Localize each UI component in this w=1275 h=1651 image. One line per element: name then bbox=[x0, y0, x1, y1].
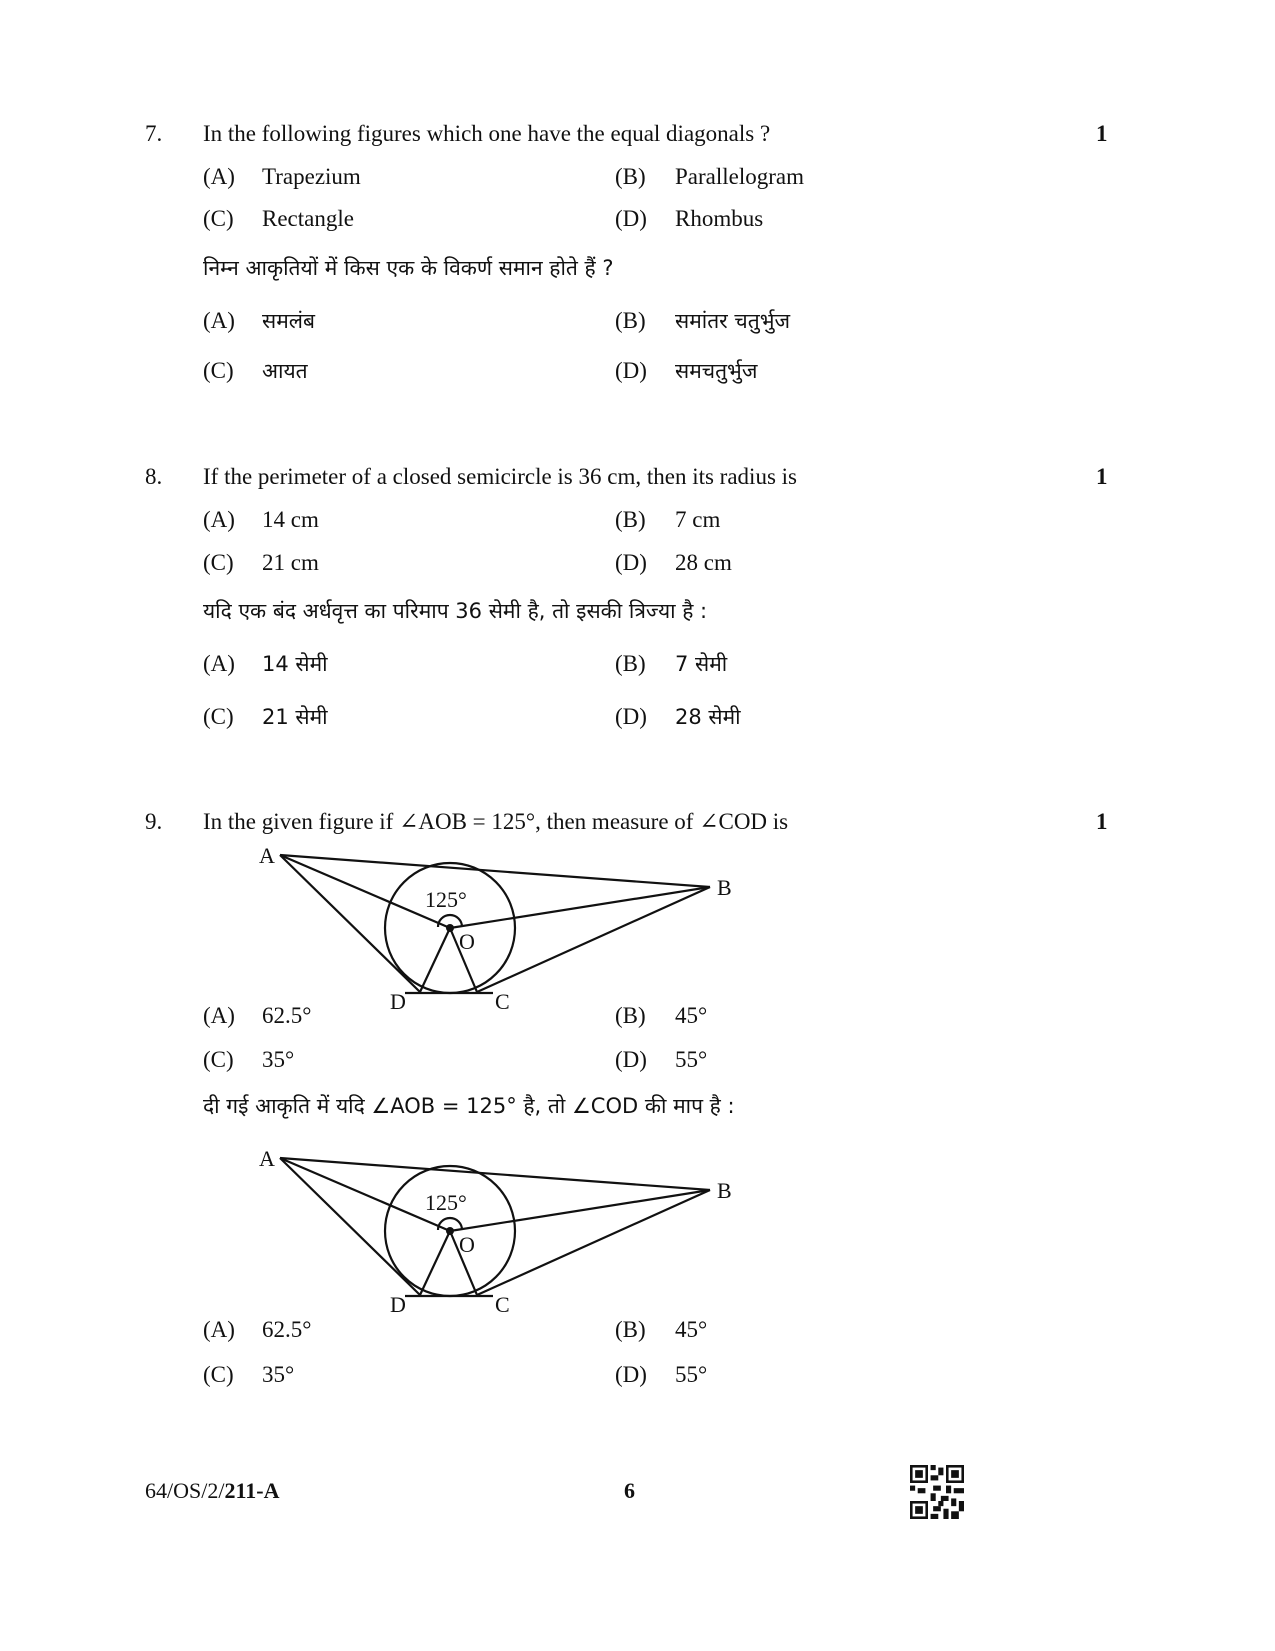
option-text: समांतर चतुर्भुज bbox=[675, 309, 791, 333]
question-stem-hi: यदि एक बंद अर्धवृत्त का परिमाप 36 सेमी है, तो इसकी त्रिज्या है : bbox=[203, 599, 708, 623]
option-label: (B) bbox=[615, 651, 646, 676]
point-b-label: B bbox=[717, 875, 732, 900]
option-text: 14 cm bbox=[262, 507, 319, 532]
angle-label: 125° bbox=[425, 887, 467, 912]
option-label: (D) bbox=[615, 1362, 647, 1387]
option-label: (D) bbox=[615, 550, 647, 575]
option-text: 45° bbox=[675, 1317, 708, 1342]
question-marks: 1 bbox=[1096, 464, 1108, 489]
option-label: (D) bbox=[615, 358, 647, 383]
question-stem-en: In the given figure if ∠AOB = 125°, then measure of ∠COD is bbox=[203, 809, 789, 834]
point-o-label: O bbox=[459, 1232, 475, 1257]
point-a-label: A bbox=[259, 845, 275, 868]
option-label: (B) bbox=[615, 1317, 646, 1342]
point-d-label: D bbox=[390, 989, 406, 1014]
option-label: (A) bbox=[203, 1317, 235, 1342]
option-text: आयत bbox=[262, 359, 308, 383]
option-label: (B) bbox=[615, 308, 646, 333]
option-text: 55° bbox=[675, 1047, 708, 1072]
paper-code-prefix: 64/OS/2/ bbox=[145, 1478, 225, 1503]
option-label: (D) bbox=[615, 704, 647, 729]
option-label: (C) bbox=[203, 1362, 234, 1387]
option-label: (A) bbox=[203, 507, 235, 532]
paper-code-bold: 211-A bbox=[224, 1478, 280, 1503]
option-label: (B) bbox=[615, 507, 646, 532]
option-text: Parallelogram bbox=[675, 164, 805, 189]
option-text: 55° bbox=[675, 1362, 708, 1387]
option-text: Rhombus bbox=[675, 206, 764, 231]
point-o-label: O bbox=[459, 929, 475, 954]
option-text: समचतुर्भुज bbox=[675, 359, 758, 383]
option-label: (C) bbox=[203, 358, 234, 383]
point-b-label: B bbox=[717, 1178, 732, 1203]
point-a-label: A bbox=[259, 1148, 275, 1171]
option-text: 45° bbox=[675, 1003, 708, 1028]
point-d-label: D bbox=[390, 1292, 406, 1317]
qr-code-icon bbox=[910, 1465, 964, 1519]
option-label: (A) bbox=[203, 164, 235, 189]
option-label: (D) bbox=[615, 206, 647, 231]
point-c-label: C bbox=[495, 989, 510, 1014]
option-label: (C) bbox=[203, 1047, 234, 1072]
option-text: 35° bbox=[262, 1362, 295, 1387]
option-text: 62.5° bbox=[262, 1003, 312, 1028]
option-label: (C) bbox=[203, 206, 234, 231]
question-marks: 1 bbox=[1096, 121, 1108, 146]
circle-tangent-figure-hi bbox=[255, 1148, 745, 1323]
paper-code bbox=[145, 1478, 279, 1504]
option-label: (A) bbox=[203, 308, 235, 333]
option-label: (A) bbox=[203, 1003, 235, 1028]
question-number: 9. bbox=[145, 809, 163, 834]
option-label: (B) bbox=[615, 1003, 646, 1028]
option-text: 7 सेमी bbox=[675, 652, 728, 676]
option-text: 28 cm bbox=[675, 550, 732, 575]
option-text: 21 cm bbox=[262, 550, 319, 575]
option-text: 28 सेमी bbox=[675, 705, 741, 729]
circle-tangent-figure bbox=[255, 845, 745, 1020]
question-stem-en: If the perimeter of a closed semicircle is 36 cm, then its radius is bbox=[203, 464, 797, 489]
option-label: (A) bbox=[203, 651, 235, 676]
option-text: 21 सेमी bbox=[262, 705, 328, 729]
option-text: 7 cm bbox=[675, 507, 721, 532]
option-label: (C) bbox=[203, 550, 234, 575]
option-text: समलंब bbox=[262, 309, 315, 333]
option-text: 35° bbox=[262, 1047, 295, 1072]
option-text: 14 सेमी bbox=[262, 652, 328, 676]
question-stem-hi: दी गई आकृति में यदि ∠AOB = 125° है, तो ∠COD की माप है : bbox=[203, 1094, 735, 1118]
question-stem-hi: निम्न आकृतियों में किस एक के विकर्ण समान होते हैं ? bbox=[203, 256, 614, 280]
page-number: 6 bbox=[624, 1478, 635, 1503]
option-text: 62.5° bbox=[262, 1317, 312, 1342]
option-label: (B) bbox=[615, 164, 646, 189]
point-c-label: C bbox=[495, 1292, 510, 1317]
question-number: 7. bbox=[145, 121, 163, 146]
angle-label: 125° bbox=[425, 1190, 467, 1215]
option-label: (C) bbox=[203, 704, 234, 729]
option-label: (D) bbox=[615, 1047, 647, 1072]
option-text: Rectangle bbox=[262, 206, 354, 231]
question-number: 8. bbox=[145, 464, 163, 489]
option-text: Trapezium bbox=[262, 164, 361, 189]
question-marks: 1 bbox=[1096, 809, 1108, 834]
question-stem-en: In the following figures which one have the equal diagonals ? bbox=[203, 121, 771, 146]
